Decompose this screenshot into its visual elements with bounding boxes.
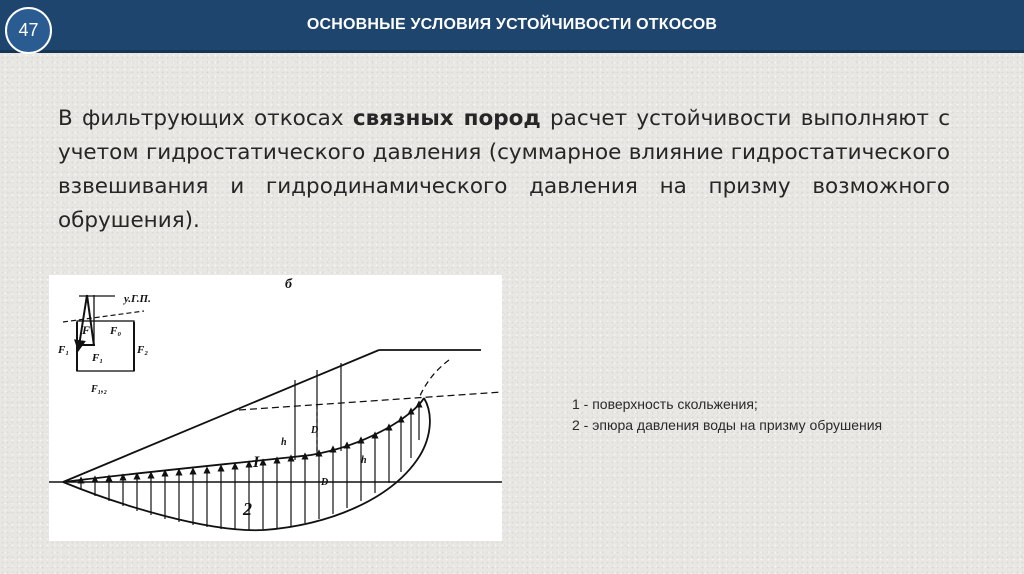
f2-label: F₂ <box>137 344 149 356</box>
paragraph-bold-text: связных пород <box>352 106 541 131</box>
slide-number-badge: 47 <box>5 7 52 54</box>
diagram-legend <box>572 394 882 436</box>
h-label-2: h <box>361 455 367 466</box>
d-label-1: D <box>311 425 319 436</box>
f1-label: F₁ <box>58 344 70 356</box>
paragraph-text-end: расчет устойчивости выполняют с учетом гидростатического давления (суммарное влияние гидростатического взвешивания и гидродинамического давления на призму возможного обрушения). <box>58 106 951 233</box>
f1-inner-label: F₁ <box>92 352 104 364</box>
f-label: F <box>82 323 91 337</box>
d-label-2: D <box>321 477 329 488</box>
slide-title: ОСНОВНЫЕ УСЛОВИЯ УСТОЙЧИВОСТИ ОТКОСОВ <box>306 16 718 33</box>
f12-label: F₁,₂ <box>91 384 108 395</box>
slide-header <box>0 0 1024 53</box>
legend-item-2: 2 - эпюра давления воды на призму обрушения <box>572 417 883 433</box>
ugp-label: у.Г.П. <box>124 293 151 305</box>
slope-diagram <box>49 275 502 541</box>
h-label-1: h <box>281 437 287 448</box>
legend-item-1: 1 - поверхность скольжения; <box>572 396 758 412</box>
f0-label: F₀ <box>110 325 122 337</box>
slope-diagram-svg <box>49 275 502 541</box>
figure-letter: б <box>285 277 292 292</box>
body-paragraph <box>58 102 950 238</box>
zone-2-label: 2 <box>243 499 252 519</box>
paragraph-text-start: В фильтрующих откосах <box>58 106 353 131</box>
zone-1-label: I <box>253 454 260 471</box>
